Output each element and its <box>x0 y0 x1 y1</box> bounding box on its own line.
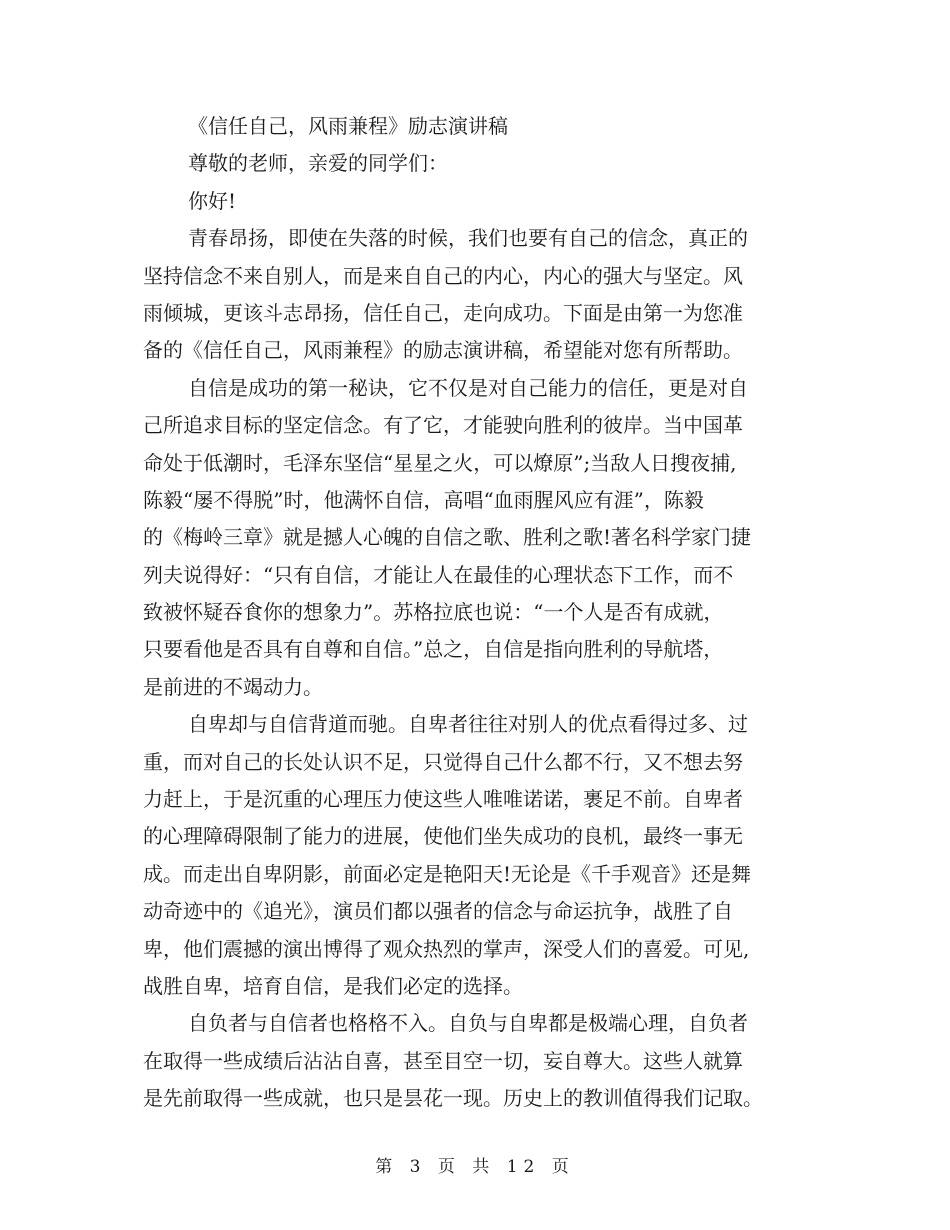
paragraph-line: 是先前取得一些成就，也只是昙花一现。历史上的教训值得我们记取。 <box>143 1086 763 1111</box>
paragraph-line: 动奇迹中的《追光》，演员们都以强者的信念与命运抗争，战胜了自 <box>143 899 733 924</box>
paragraph-line: 成。而走出自卑阴影，前面必定是艳阳天!无论是《千手观音》还是舞 <box>143 861 752 886</box>
paragraph <box>143 706 813 1005</box>
paragraph <box>143 1005 813 1117</box>
paragraph-line: 列夫说得好：“只有自信，才能让人在最佳的心理状态下工作，而不 <box>143 562 734 587</box>
greeting: 尊敬的老师，亲爱的同学们： <box>188 151 448 176</box>
document-title: 《信任自己，风雨兼程》励志演讲稿 <box>188 114 508 138</box>
paragraph-line: 卑，他们震撼的演出博得了观众热烈的掌声，深受人们的喜爱。可见, <box>143 936 750 961</box>
paragraph-line: 的《梅岭三章》就是撼人心魄的自信之歌、胜利之歌!著名科学家门捷 <box>143 525 752 550</box>
paragraph-line: 致被怀疑吞食你的想象力”。苏格拉底也说：“一个人是否有成就， <box>143 600 724 625</box>
paragraph-line: 自负者与自信者也格格不入。自负与自卑都是极端心理，自负者 <box>188 1011 748 1036</box>
paragraph <box>143 370 813 707</box>
paragraph-line: 的心理障碍限制了能力的进展，使他们坐失成功的良机，最终一事无 <box>143 824 743 849</box>
document-body <box>143 108 813 1118</box>
hello-line: 你好! <box>188 188 237 213</box>
paragraph <box>143 220 813 370</box>
paragraph-line: 重，而对自己的长处认识不足，只觉得自己什么都不行，又不想去努 <box>143 749 743 774</box>
paragraph-line: 雨倾城，更该斗志昂扬，信任自己，走向成功。下面是由第一为您准 <box>143 300 743 325</box>
paragraph-line: 自卑却与自信背道而驰。自卑者往往对别人的优点看得过多、过 <box>188 712 748 737</box>
paragraph-line: 力赶上，于是沉重的心理压力使这些人唯唯诺诺，裹足不前。自卑者 <box>143 787 743 812</box>
paragraph-line: 自信是成功的第一秘诀，它不仅是对自己能力的信任，更是对自 <box>188 375 748 400</box>
paragraph-line: 备的《信任自己，风雨兼程》的励志演讲稿，希望能对您有所帮助。 <box>143 338 743 363</box>
paragraph-line: 坚持信念不来自别人，而是来自自己的内心，内心的强大与坚定。风 <box>143 263 743 288</box>
paragraph-line: 陈毅“屡不得脱”时，他满怀自信，高唱“血雨腥风应有涯”，陈毅 <box>143 487 704 512</box>
paragraph-line: 青春昂扬，即使在失落的时候，我们也要有自己的信念，真正的 <box>188 226 748 251</box>
page-number-footer: 第 3 页 共 12 页 <box>375 1157 575 1177</box>
paragraph-line: 命处于低潮时，毛泽东坚信“星星之火，可以燎原”;当敌人日搜夜捕, <box>143 450 737 475</box>
paragraph-line: 是前进的不竭动力。 <box>143 674 323 699</box>
paragraph-line: 己所追求目标的坚定信念。有了它，才能驶向胜利的彼岸。当中国革 <box>143 413 743 438</box>
paragraph-line: 在取得一些成绩后沾沾自喜，甚至目空一切，妄自尊大。这些人就算 <box>143 1048 743 1073</box>
paragraph-line: 只要看他是否具有自尊和自信。”总之，自信是指向胜利的导航塔， <box>143 637 724 662</box>
paragraph-line: 战胜自卑，培育自信，是我们必定的选择。 <box>143 973 523 998</box>
